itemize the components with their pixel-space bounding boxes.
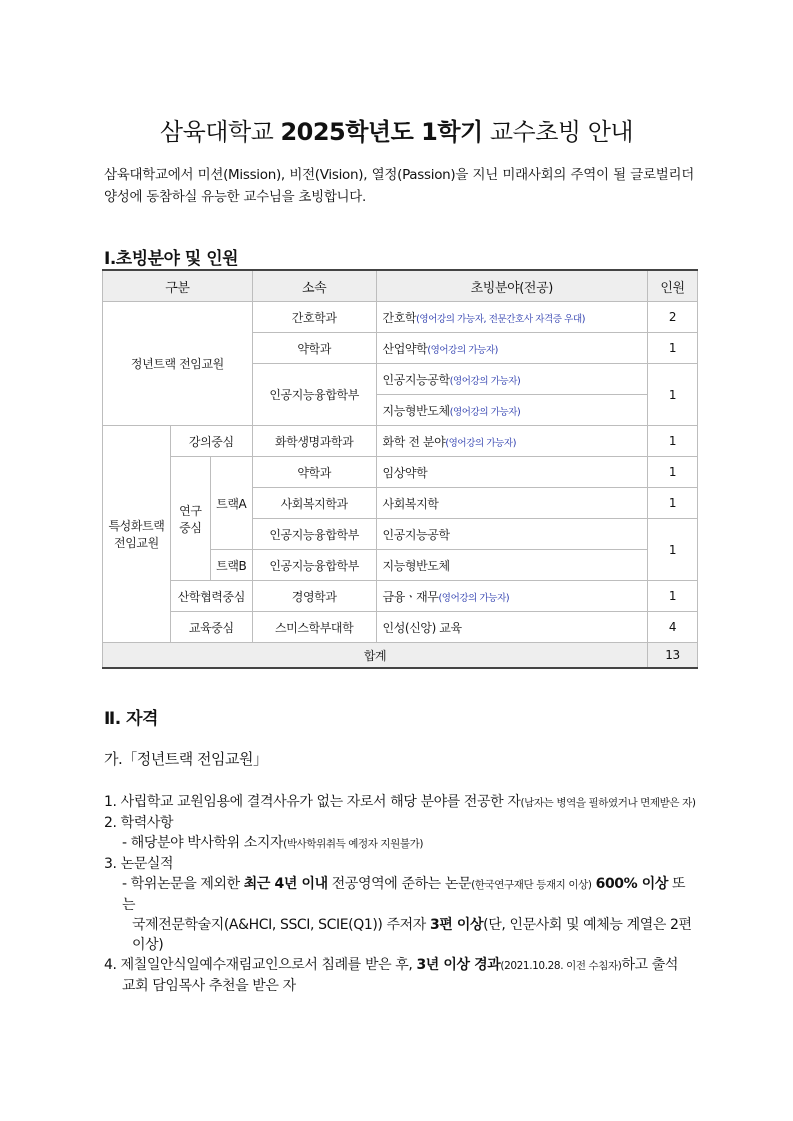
count-cell: 1 [648, 488, 698, 519]
dept-cell: 인공지능융합학부 [252, 550, 376, 581]
field-cell: 인성(신앙) 교육 [376, 612, 648, 643]
qual-3-a: - 학위논문을 제외한 최근 4년 이내 전공영역에 준하는 논문(한국연구재단 등재지 이상) 600% 이상 또는 [122, 876, 686, 913]
recruit-table [102, 269, 698, 669]
track-b-label: 트랙B [210, 550, 252, 581]
subsection-a-heading: 가.「정년트랙 전임교원」 [104, 750, 268, 768]
header-count: 인원 [648, 270, 698, 302]
qual-2: 2. 학력사항 [104, 815, 174, 831]
edu-label: 교육중심 [170, 612, 252, 643]
intro-paragraph: 삼육대학교에서 미션(Mission), 비전(Vision), 열정(Passion)을 지닌 미래사회의 주역이 될 글로벌리더 양성에 동참하실 유능한 교수님을 초빙합니다. [104, 167, 694, 205]
count-cell: 1 [648, 457, 698, 488]
qual-2-a: - 해당분야 박사학위 소지자(박사학위취득 예정자 지원불가) [122, 835, 424, 851]
title-year: 2025학년도 1학기 [280, 118, 483, 146]
table-row [103, 302, 698, 333]
count-cell: 1 [648, 581, 698, 612]
section2-heading: Ⅱ. 자격 [104, 709, 158, 729]
field-cell: 지능형반도체(영어강의 가능자) [376, 395, 648, 426]
title-rest: 교수초빙 안내 [489, 118, 634, 146]
table-row [103, 457, 698, 488]
table-row [103, 426, 698, 457]
count-cell: 1 [648, 364, 698, 426]
total-label: 합계 [103, 643, 648, 669]
count-cell: 1 [648, 333, 698, 364]
qual-3: 3. 논문실적 [104, 856, 174, 872]
title-school: 삼육대학교 [159, 118, 274, 146]
total-row [103, 643, 698, 669]
field-cell: 간호학(영어강의 가능자, 전문간호사 자격증 우대) [376, 302, 648, 333]
field-cell: 금융ㆍ재무(영어강의 가능자) [376, 581, 648, 612]
dept-cell: 화학생명과학과 [252, 426, 376, 457]
page-title [0, 112, 793, 147]
total-count: 13 [648, 643, 698, 669]
table-header-row [103, 270, 698, 302]
dept-cell: 사회복지학과 [252, 488, 376, 519]
field-cell: 화학 전 분야(영어강의 가능자) [376, 426, 648, 457]
count-cell: 4 [648, 612, 698, 643]
special-track-label: 특성화트랙 전임교원 [103, 426, 171, 643]
table-row [103, 612, 698, 643]
dept-cell: 인공지능융합학부 [252, 519, 376, 550]
dept-cell: 간호학과 [252, 302, 376, 333]
field-cell: 인공지능공학 [376, 519, 648, 550]
header-dept: 소속 [252, 270, 376, 302]
header-category: 구분 [103, 270, 253, 302]
dept-cell: 약학과 [252, 457, 376, 488]
qual-4-cont: 교회 담임목사 추천을 받은 자 [122, 978, 296, 994]
qual-1: 1. 사립학교 교원임용에 결격사유가 없는 자로서 해당 분야를 전공한 자(남자는 병역을 필하였거나 면제받은 자) [104, 794, 696, 810]
qual-4: 4. 제칠일안식일예수재림교인으로서 침례를 받은 후, 3년 이상 경과(2021.10.28. 이전 수침자)하고 출석 [104, 957, 678, 973]
youth-track-label: 정년트랙 전임교원 [103, 302, 253, 426]
qual-3-b: 국제전문학술지(A&HCI, SSCI, SCIE(Q1)) 주저자 3편 이상(단, 인문사회 및 예체능 계열은 2편 이상) [132, 917, 692, 953]
dept-cell: 인공지능융합학부 [252, 364, 376, 426]
field-cell: 인공지능공학(영어강의 가능자) [376, 364, 648, 395]
qualification-list [104, 792, 696, 996]
dept-cell: 약학과 [252, 333, 376, 364]
lecture-label: 강의중심 [170, 426, 252, 457]
count-cell: 1 [648, 519, 698, 581]
field-cell: 임상약학 [376, 457, 648, 488]
table-row [103, 581, 698, 612]
track-a-label: 트랙A [210, 457, 252, 550]
header-field: 초빙분야(전공) [376, 270, 648, 302]
section1-heading: Ⅰ.초빙분야 및 인원 [104, 249, 239, 269]
dept-cell: 스미스학부대학 [252, 612, 376, 643]
dept-cell: 경영학과 [252, 581, 376, 612]
field-cell: 산업약학(영어강의 가능자) [376, 333, 648, 364]
count-cell: 1 [648, 426, 698, 457]
research-label: 연구 중심 [170, 457, 210, 581]
count-cell: 2 [648, 302, 698, 333]
industry-label: 산학협력중심 [170, 581, 252, 612]
field-cell: 사회복지학 [376, 488, 648, 519]
field-cell: 지능형반도체 [376, 550, 648, 581]
